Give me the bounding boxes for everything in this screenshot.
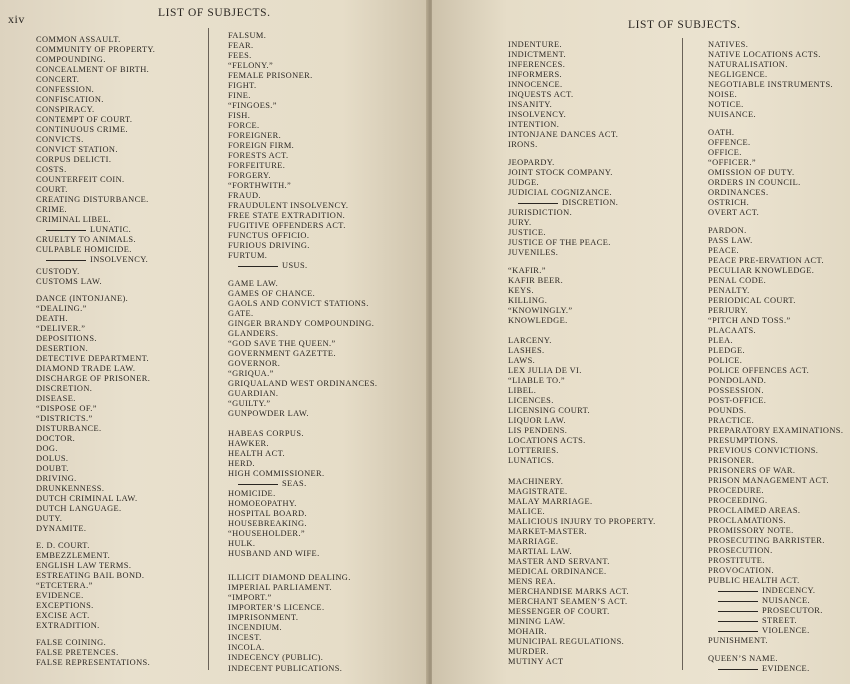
subject-entry: CONSPIRACY. bbox=[36, 105, 95, 114]
subject-entry: POLICE OFFENCES ACT. bbox=[708, 366, 810, 375]
subject-entry: GUNPOWDER LAW. bbox=[228, 409, 309, 418]
subject-entry: PROCEEDING. bbox=[708, 496, 768, 505]
subject-entry: HIGH COMMISSIONER. bbox=[228, 469, 325, 478]
subject-entry: LIBEL. bbox=[508, 386, 537, 395]
subject-entry: CONFISCATION. bbox=[36, 95, 104, 104]
subject-entry: INQUESTS ACT. bbox=[508, 90, 574, 99]
subject-entry: “DELIVER.” bbox=[36, 324, 86, 333]
subject-entry: GINGER BRANDY COMPOUNDING. bbox=[228, 319, 375, 328]
subject-entry: “ETCETERA.” bbox=[36, 581, 93, 590]
subject-entry: LOTTERIES. bbox=[508, 446, 559, 455]
subject-entry: DISTURBANCE. bbox=[36, 424, 102, 433]
subject-entry: CONCERT. bbox=[36, 75, 80, 84]
subject-entry: NUISANCE. bbox=[708, 110, 757, 119]
subject-entry: CRIMINAL LIBEL. bbox=[36, 215, 112, 224]
subject-entry: MAGISTRATE. bbox=[508, 487, 568, 496]
subject-entry: MEDICAL ORDINANCE. bbox=[508, 567, 607, 576]
subject-entry: KEYS. bbox=[508, 286, 534, 295]
subject-entry: INDENTURE. bbox=[508, 40, 563, 49]
subject-entry: EXTRADITION. bbox=[36, 621, 100, 630]
running-head-right: LIST OF SUBJECTS. bbox=[628, 19, 741, 31]
subject-entry: NATIVE LOCATIONS ACTS. bbox=[708, 50, 821, 59]
subject-entry: MENS REA. bbox=[508, 577, 556, 586]
subject-entry: PROMISSORY NOTE. bbox=[708, 526, 794, 535]
subject-entry: FREE STATE EXTRADITION. bbox=[228, 211, 346, 220]
subject-entry: EXCISE ACT. bbox=[36, 611, 90, 620]
subject-entry: DOLUS. bbox=[36, 454, 69, 463]
subject-entry: CONVICT STATION. bbox=[36, 145, 118, 154]
subject-entry: HOMOEOPATHY. bbox=[228, 499, 297, 508]
subject-entry: IRONS. bbox=[508, 140, 538, 149]
right-page bbox=[432, 0, 850, 684]
subject-entry: PLACAATS. bbox=[708, 326, 757, 335]
subject-entry: POUNDS. bbox=[708, 406, 747, 415]
subject-entry: LARCENY. bbox=[508, 336, 552, 345]
subject-entry: ORDERS IN COUNCIL. bbox=[708, 178, 801, 187]
subject-entry: MURDER. bbox=[508, 647, 549, 656]
subject-entry: GATE. bbox=[228, 309, 254, 318]
subject-entry: GUARDIAN. bbox=[228, 389, 279, 398]
subject-entry: DEPOSITIONS. bbox=[36, 334, 97, 343]
subject-entry: NUISANCE. bbox=[708, 596, 810, 606]
subject-entry: “DEALING.” bbox=[36, 304, 87, 313]
subject-entry: INDECENCY (PUBLIC). bbox=[228, 653, 324, 662]
subject-entry: NATURALISATION. bbox=[708, 60, 788, 69]
subject-entry: ESTREATING BAIL BOND. bbox=[36, 571, 145, 580]
subject-entry: GAME LAW. bbox=[228, 279, 279, 288]
subject-entry: USUS. bbox=[228, 261, 308, 271]
subject-entry: LICENCES. bbox=[508, 396, 554, 405]
subject-entry: INFORMERS. bbox=[508, 70, 563, 79]
subject-entry: PUNISHMENT. bbox=[708, 636, 768, 645]
subject-entry: COSTS. bbox=[36, 165, 67, 174]
subject-entry: COMMON ASSAULT. bbox=[36, 35, 121, 44]
subject-entry: IMPORTER’S LICENCE. bbox=[228, 603, 325, 612]
subject-entry: GOVERNOR. bbox=[228, 359, 281, 368]
subject-entry: PECULIAR KNOWLEDGE. bbox=[708, 266, 815, 275]
subject-entry: QUEEN’S NAME. bbox=[708, 654, 778, 663]
subject-entry: JUDGE. bbox=[508, 178, 540, 187]
subject-entry: CONTINUOUS CRIME. bbox=[36, 125, 128, 134]
subject-entry: JUSTICE OF THE PEACE. bbox=[508, 238, 611, 247]
running-head-left: LIST OF SUBJECTS. bbox=[158, 7, 271, 19]
subject-entry: NEGOTIABLE INSTRUMENTS. bbox=[708, 80, 834, 89]
subject-entry: ENGLISH LAW TERMS. bbox=[36, 561, 132, 570]
subject-entry: HOUSEBREAKING. bbox=[228, 519, 307, 528]
subject-entry: FUNCTUS OFFICIO. bbox=[228, 231, 310, 240]
subject-entry: DOCTOR. bbox=[36, 434, 76, 443]
subject-entry: MUTINY ACT bbox=[508, 657, 564, 666]
subject-entry: FORGERY. bbox=[228, 171, 271, 180]
subject-entry: PROCLAMATIONS. bbox=[708, 516, 786, 525]
subject-entry: DETECTIVE DEPARTMENT. bbox=[36, 354, 150, 363]
subject-entry: PARDON. bbox=[708, 226, 747, 235]
subject-entry: “IMPORT.” bbox=[228, 593, 272, 602]
subject-entry: INCOLA. bbox=[228, 643, 265, 652]
subject-entry: CRIME. bbox=[36, 205, 68, 214]
subject-entry: EVIDENCE. bbox=[708, 664, 810, 674]
subject-entry: HEALTH ACT. bbox=[228, 449, 285, 458]
subject-entry: PEACE PRE-ERVATION ACT. bbox=[708, 256, 824, 265]
subject-entry: DISCRETION. bbox=[36, 384, 93, 393]
subject-entry: MARRIAGE. bbox=[508, 537, 559, 546]
subject-entry: PRISONER. bbox=[708, 456, 755, 465]
subject-entry: OFFICE. bbox=[708, 148, 742, 157]
subject-entry: FURIOUS DRIVING. bbox=[228, 241, 310, 250]
subject-entry: CUSTOMS LAW. bbox=[36, 277, 103, 286]
subject-entry: JUSTICE. bbox=[508, 228, 546, 237]
subject-entry: “FORTHWITH.” bbox=[228, 181, 292, 190]
subject-entry: FUGITIVE OFFENDERS ACT. bbox=[228, 221, 346, 230]
column-divider bbox=[208, 28, 209, 670]
subject-entry: POSSESSION. bbox=[708, 386, 764, 395]
subject-entry: PASS LAW. bbox=[708, 236, 753, 245]
subject-entry: OMISSION OF DUTY. bbox=[708, 168, 795, 177]
subject-entry: “GOD SAVE THE QUEEN.” bbox=[228, 339, 336, 348]
subject-entry: MALAY MARRIAGE. bbox=[508, 497, 593, 506]
subject-entry: MASTER AND SERVANT. bbox=[508, 557, 610, 566]
subject-entry: FOREIGN FIRM. bbox=[228, 141, 295, 150]
subject-entry: LAWS. bbox=[508, 356, 536, 365]
subject-entry: COMPOUNDING. bbox=[36, 55, 106, 64]
subject-entry: PROCLAIMED AREAS. bbox=[708, 506, 801, 515]
subject-entry: EMBEZZLEMENT. bbox=[36, 551, 111, 560]
subject-entry: JUVENILES. bbox=[508, 248, 559, 257]
subject-entry: FINE. bbox=[228, 91, 251, 100]
subject-entry: DUTY. bbox=[36, 514, 63, 523]
subject-entry: FEAR. bbox=[228, 41, 254, 50]
subject-entry: CONFESSION. bbox=[36, 85, 95, 94]
subject-entry: KNOWLEDGE. bbox=[508, 316, 568, 325]
subject-entry: HAWKER. bbox=[228, 439, 269, 448]
subject-entry: OATH. bbox=[708, 128, 735, 137]
page-number: xiv bbox=[8, 12, 25, 26]
subject-entry: INSANITY. bbox=[508, 100, 553, 109]
subject-entry: DRUNKENNESS. bbox=[36, 484, 105, 493]
subject-entry: “OFFICER.” bbox=[708, 158, 756, 167]
subject-entry: OSTRICH. bbox=[708, 198, 750, 207]
subject-entry: MARKET-MASTER. bbox=[508, 527, 588, 536]
subject-entry: INCEST. bbox=[228, 633, 262, 642]
subject-entry: PROSTITUTE. bbox=[708, 556, 765, 565]
subject-entry: MESSENGER OF COURT. bbox=[508, 607, 610, 616]
subject-entry: PRESUMPTIONS. bbox=[708, 436, 779, 445]
subject-entry: FEMALE PRISONER. bbox=[228, 71, 313, 80]
subject-entry: POLICE. bbox=[708, 356, 743, 365]
subject-entry: PONDOLAND. bbox=[708, 376, 767, 385]
subject-entry: KAFIR BEER. bbox=[508, 276, 564, 285]
subject-entry: MARTIAL LAW. bbox=[508, 547, 572, 556]
subject-entry: GAMES OF CHANCE. bbox=[228, 289, 316, 298]
subject-entry: INDECENCY. bbox=[708, 586, 815, 596]
subject-entry: DOG. bbox=[36, 444, 58, 453]
subject-entry: FORESTS ACT. bbox=[228, 151, 289, 160]
subject-entry: DUTCH LANGUAGE. bbox=[36, 504, 122, 513]
subject-entry: GOVERNMENT GAZETTE. bbox=[228, 349, 336, 358]
subject-entry: FORFEITURE. bbox=[228, 161, 286, 170]
subject-entry: FOREIGNER. bbox=[228, 131, 282, 140]
subject-entry: LICENSING COURT. bbox=[508, 406, 591, 415]
subject-entry: E. D. COURT. bbox=[36, 541, 90, 550]
subject-entry: DISCHARGE OF PRISONER. bbox=[36, 374, 151, 383]
subject-entry: PRISON MANAGEMENT ACT. bbox=[708, 476, 829, 485]
subject-entry: IMPERIAL PARLIAMENT. bbox=[228, 583, 333, 592]
subject-entry: MALICIOUS INJURY TO PROPERTY. bbox=[508, 517, 656, 526]
subject-entry: FALSE COINING. bbox=[36, 638, 107, 647]
subject-entry: NOTICE. bbox=[708, 100, 744, 109]
subject-entry: FIGHT. bbox=[228, 81, 257, 90]
subject-entry: NOISE. bbox=[708, 90, 738, 99]
subject-entry: ILLICIT DIAMOND DEALING. bbox=[228, 573, 351, 582]
subject-entry: PROSECUTING BARRISTER. bbox=[708, 536, 825, 545]
subject-entry: INSOLVENCY. bbox=[508, 110, 567, 119]
subject-entry: JEOPARDY. bbox=[508, 158, 555, 167]
subject-entry: LUNATICS. bbox=[508, 456, 555, 465]
subject-entry: CONCEALMENT OF BIRTH. bbox=[36, 65, 150, 74]
subject-entry: KILLING. bbox=[508, 296, 548, 305]
subject-entry: GAOLS AND CONVICT STATIONS. bbox=[228, 299, 369, 308]
subject-entry: “KAFIR.” bbox=[508, 266, 546, 275]
subject-entry: MACHINERY. bbox=[508, 477, 564, 486]
subject-entry: DOUBT. bbox=[36, 464, 69, 473]
subject-entry: MINING LAW. bbox=[508, 617, 566, 626]
subject-entry: FEES. bbox=[228, 51, 252, 60]
subject-entry: PERJURY. bbox=[708, 306, 749, 315]
subject-entry: PLEA. bbox=[708, 336, 734, 345]
subject-entry: EXCEPTIONS. bbox=[36, 601, 94, 610]
subject-entry: LUNATIC. bbox=[36, 225, 131, 235]
subject-entry: HOSPITAL BOARD. bbox=[228, 509, 308, 518]
subject-entry: DISEASE. bbox=[36, 394, 76, 403]
subject-entry: DIAMOND TRADE LAW. bbox=[36, 364, 136, 373]
subject-entry: DESERTION. bbox=[36, 344, 89, 353]
subject-entry: FURTUM. bbox=[228, 251, 268, 260]
subject-entry: STREET. bbox=[708, 616, 797, 626]
subject-entry: INTONJANE DANCES ACT. bbox=[508, 130, 619, 139]
subject-entry: “LIABLE TO.” bbox=[508, 376, 566, 385]
column-divider bbox=[682, 38, 683, 670]
subject-entry: DEATH. bbox=[36, 314, 68, 323]
subject-entry: POST-OFFICE. bbox=[708, 396, 767, 405]
subject-entry: DYNAMITE. bbox=[36, 524, 87, 533]
subject-entry: INDICTMENT. bbox=[508, 50, 566, 59]
subject-entry: CULPABLE HOMICIDE. bbox=[36, 245, 132, 254]
subject-entry: JURISDICTION. bbox=[508, 208, 573, 217]
subject-entry: “GUILTY.” bbox=[228, 399, 271, 408]
subject-entry: “DISPOSE OF.” bbox=[36, 404, 97, 413]
subject-entry: “KNOWINGLY.” bbox=[508, 306, 573, 315]
subject-entry: LASHES. bbox=[508, 346, 545, 355]
subject-entry: DISCRETION. bbox=[508, 198, 618, 208]
subject-entry: HUSBAND AND WIFE. bbox=[228, 549, 320, 558]
subject-entry: “HOUSEHOLDER.” bbox=[228, 529, 306, 538]
subject-entry: PREPARATORY EXAMINATIONS. bbox=[708, 426, 844, 435]
subject-entry: CUSTODY. bbox=[36, 267, 80, 276]
subject-entry: JOINT STOCK COMPANY. bbox=[508, 168, 613, 177]
subject-entry: HULK. bbox=[228, 539, 256, 548]
subject-entry: MERCHANT SEAMEN’S ACT. bbox=[508, 597, 628, 606]
subject-entry: LIQUOR LAW. bbox=[508, 416, 566, 425]
subject-entry: HABEAS CORPUS. bbox=[228, 429, 304, 438]
subject-entry: FALSE PRETENCES. bbox=[36, 648, 119, 657]
subject-entry: GRIQUALAND WEST ORDINANCES. bbox=[228, 379, 378, 388]
subject-entry: INDECENT PUBLICATIONS. bbox=[228, 664, 343, 673]
subject-entry: JUDICIAL COGNIZANCE. bbox=[508, 188, 612, 197]
subject-entry: LIS PENDENS. bbox=[508, 426, 568, 435]
subject-entry: LEX JULIA DE VI. bbox=[508, 366, 582, 375]
subject-entry: VIOLENCE. bbox=[708, 626, 810, 636]
subject-entry: FALSUM. bbox=[228, 31, 267, 40]
subject-entry: MUNICIPAL REGULATIONS. bbox=[508, 637, 625, 646]
subject-entry: PROSECUTOR. bbox=[708, 606, 823, 616]
subject-entry: PEACE. bbox=[708, 246, 740, 255]
subject-entry: DANCE (INTONJANE). bbox=[36, 294, 129, 303]
subject-entry: CORPUS DELICTI. bbox=[36, 155, 112, 164]
subject-entry: PUBLIC HEALTH ACT. bbox=[708, 576, 800, 585]
subject-entry: LOCATIONS ACTS. bbox=[508, 436, 586, 445]
subject-entry: CREATING DISTURBANCE. bbox=[36, 195, 149, 204]
subject-entry: EVIDENCE. bbox=[36, 591, 84, 600]
subject-entry: FRAUD. bbox=[228, 191, 261, 200]
subject-entry: HOMICIDE. bbox=[228, 489, 276, 498]
subject-entry: OFFENCE. bbox=[708, 138, 751, 147]
subject-entry: COUNTERFEIT COIN. bbox=[36, 175, 125, 184]
subject-entry: CONTEMPT OF COURT. bbox=[36, 115, 133, 124]
subject-entry: “FELONY.” bbox=[228, 61, 274, 70]
subject-entry: COURT. bbox=[36, 185, 68, 194]
subject-entry: FALSE REPRESENTATIONS. bbox=[36, 658, 151, 667]
subject-entry: PRISONERS OF WAR. bbox=[708, 466, 796, 475]
subject-entry: CRUELTY TO ANIMALS. bbox=[36, 235, 136, 244]
subject-entry: NEGLIGENCE. bbox=[708, 70, 768, 79]
subject-entry: DRIVING. bbox=[36, 474, 77, 483]
subject-entry: “DISTRICTS.” bbox=[36, 414, 93, 423]
subject-entry: MALICE. bbox=[508, 507, 545, 516]
subject-entry: MOHAIR. bbox=[508, 627, 547, 636]
subject-entry: “PITCH AND TOSS.” bbox=[708, 316, 791, 325]
subject-entry: PENAL CODE. bbox=[708, 276, 767, 285]
subject-entry: PROVOCATION. bbox=[708, 566, 774, 575]
subject-entry: SEAS. bbox=[228, 479, 307, 489]
subject-entry: PERIODICAL COURT. bbox=[708, 296, 796, 305]
subject-entry: ORDINANCES. bbox=[708, 188, 769, 197]
subject-entry: FRAUDULENT INSOLVENCY. bbox=[228, 201, 349, 210]
subject-entry: INTENTION. bbox=[508, 120, 560, 129]
subject-entry: PENALTY. bbox=[708, 286, 750, 295]
subject-entry: MERCHANDISE MARKS ACT. bbox=[508, 587, 630, 596]
subject-entry: PRACTICE. bbox=[708, 416, 755, 425]
subject-entry: IMPRISONMENT. bbox=[228, 613, 299, 622]
subject-entry: PREVIOUS CONVICTIONS. bbox=[708, 446, 819, 455]
subject-entry: PLEDGE. bbox=[708, 346, 745, 355]
subject-entry: PROCEDURE. bbox=[708, 486, 764, 495]
subject-entry: NATIVES. bbox=[708, 40, 749, 49]
subject-entry: INCENDIUM. bbox=[228, 623, 283, 632]
subject-entry: INFERENCES. bbox=[508, 60, 566, 69]
subject-entry: FORCE. bbox=[228, 121, 260, 130]
subject-entry: JURY. bbox=[508, 218, 532, 227]
subject-entry: “FINGOES.” bbox=[228, 101, 277, 110]
subject-entry: INSOLVENCY. bbox=[36, 255, 148, 265]
subject-entry: HERD. bbox=[228, 459, 255, 468]
subject-entry: DUTCH CRIMINAL LAW. bbox=[36, 494, 138, 503]
subject-entry: INNOCENCE. bbox=[508, 80, 563, 89]
subject-entry: CONVICTS. bbox=[36, 135, 84, 144]
subject-entry: GLANDERS. bbox=[228, 329, 279, 338]
subject-entry: FISH. bbox=[228, 111, 251, 120]
subject-entry: COMMUNITY OF PROPERTY. bbox=[36, 45, 156, 54]
subject-entry: OVERT ACT. bbox=[708, 208, 760, 217]
subject-entry: PROSECUTION. bbox=[708, 546, 773, 555]
subject-entry: “GRIQUA.” bbox=[228, 369, 274, 378]
